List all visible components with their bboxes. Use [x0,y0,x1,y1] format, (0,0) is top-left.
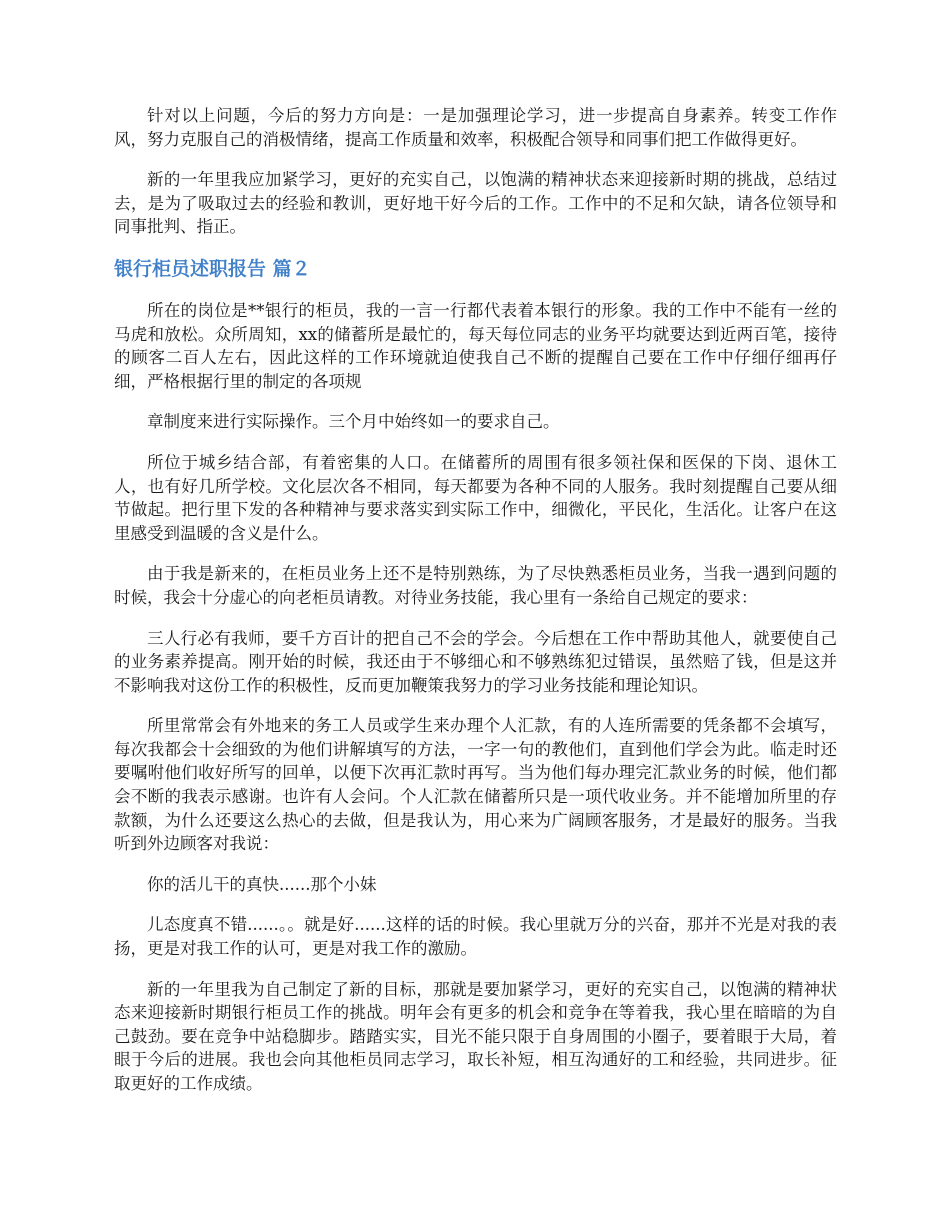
paragraph: 你的活儿干的真快......那个小妹 [147,874,377,894]
paragraph: 章制度来进行实际操作。三个月中始终如一的要求自己。 [147,412,560,432]
paragraph: 所位于城乡结合部，有着密集的人口。在储蓄所的周围有很多领社保和医保的下岗、退休工人，也有好几所学校。文化层次各不相同，每天都要为各种不同的人服务。我时刻提醒自己要从细节做起。把行里下发的各种精神与要求落实到实际工作中，细微化，平民化，生活化。让客户在这里感受到温暖的含义是什么。 [114,452,837,543]
paragraph: 所里常常会有外地来的务工人员或学生来办理个人汇款，有的人连所需要的凭条都不会填写，每次我都会十会细致的为他们讲解填写的方法，一字一句的教他们，直到他们学会为此。临走时还要嘱咐他们收好所写的回单，以便下次再汇款时再写。当为他们每办理完汇款业务的时候，他们都会不断的我表示感谢。也许有人会问。个人汇款在储蓄所只是一项代收业务。并不能增加所里的存款额，为什么还要这么热心的去做，但是我认为，用心来为广阔顾客服务，才是最好的服务。当我听到外边顾客对我说： [114,716,837,854]
paragraph: 由于我是新来的，在柜员业务上还不是特别熟练，为了尽快熟悉柜员业务，当我一遇到问题的时候，我会十分虚心的向老柜员请教。对待业务技能，我心里有一条给自己规定的要求： [114,564,837,607]
paragraph: 儿态度真不错......。。就是好......这样的话的时候。我心里就万分的兴奋，那并不光是对我的表扬，更是对我工作的认可，更是对我工作的激励。 [114,915,837,959]
paragraph: 新的一年里我应加紧学习，更好的充实自己，以饱满的精神状态来迎接新时期的挑战，总结过去，是为了吸取过去的经验和教训，更好地干好今后的工作。工作中的不足和欠缺，请各位领导和同事批判、指正。 [114,170,837,237]
section-title: 银行柜员述职报告 篇２ [114,257,311,280]
paragraph: 所在的岗位是**银行的柜员，我的一言一行都代表着本银行的形象。我的工作中不能有一丝的马虎和放松。众所周知，xx的储蓄所是最忙的，每天每位同志的业务平均就要达到近两百笔，接待的顾客二百人左右，因此这样的工作环境就迫使我自己不断的提醒自己要在工作中仔细仔细再仔细，严格根据行里的制定的各项规 [114,300,837,391]
paragraph: 三人行必有我师，要千方百计的把自己不会的学会。今后想在工作中帮助其他人，就要使自己的业务素养提高。刚开始的时候，我还由于不够细心和不够熟练犯过错误，虽然赔了钱，但是这并不影响我对这份工作的积极性，反而更加鞭策我努力的学习业务技能和理论知识。 [114,628,837,695]
paragraph: 新的一年里我为自己制定了新的目标，那就是要加紧学习，更好的充实自己，以饱满的精神状态来迎接新时期银行柜员工作的挑战。明年会有更多的机会和竞争在等着我，我心里在暗暗的为自己鼓劲。要在竞争中站稳脚步。踏踏实实，目光不能只限于自身周围的小圈子，要着眼于大局，着眼于今后的进展。我也会向其他柜员同志学习，取长补短，相互沟通好的工和经验，共同进步。征取更好的工作成绩。 [114,979,837,1093]
paragraph: 针对以上问题，今后的努力方向是：一是加强理论学习，进一步提高自身素养。转变工作作风，努力克服自己的消极情绪，提高工作质量和效率，积极配合领导和同事们把工作做得更好。 [114,106,837,149]
